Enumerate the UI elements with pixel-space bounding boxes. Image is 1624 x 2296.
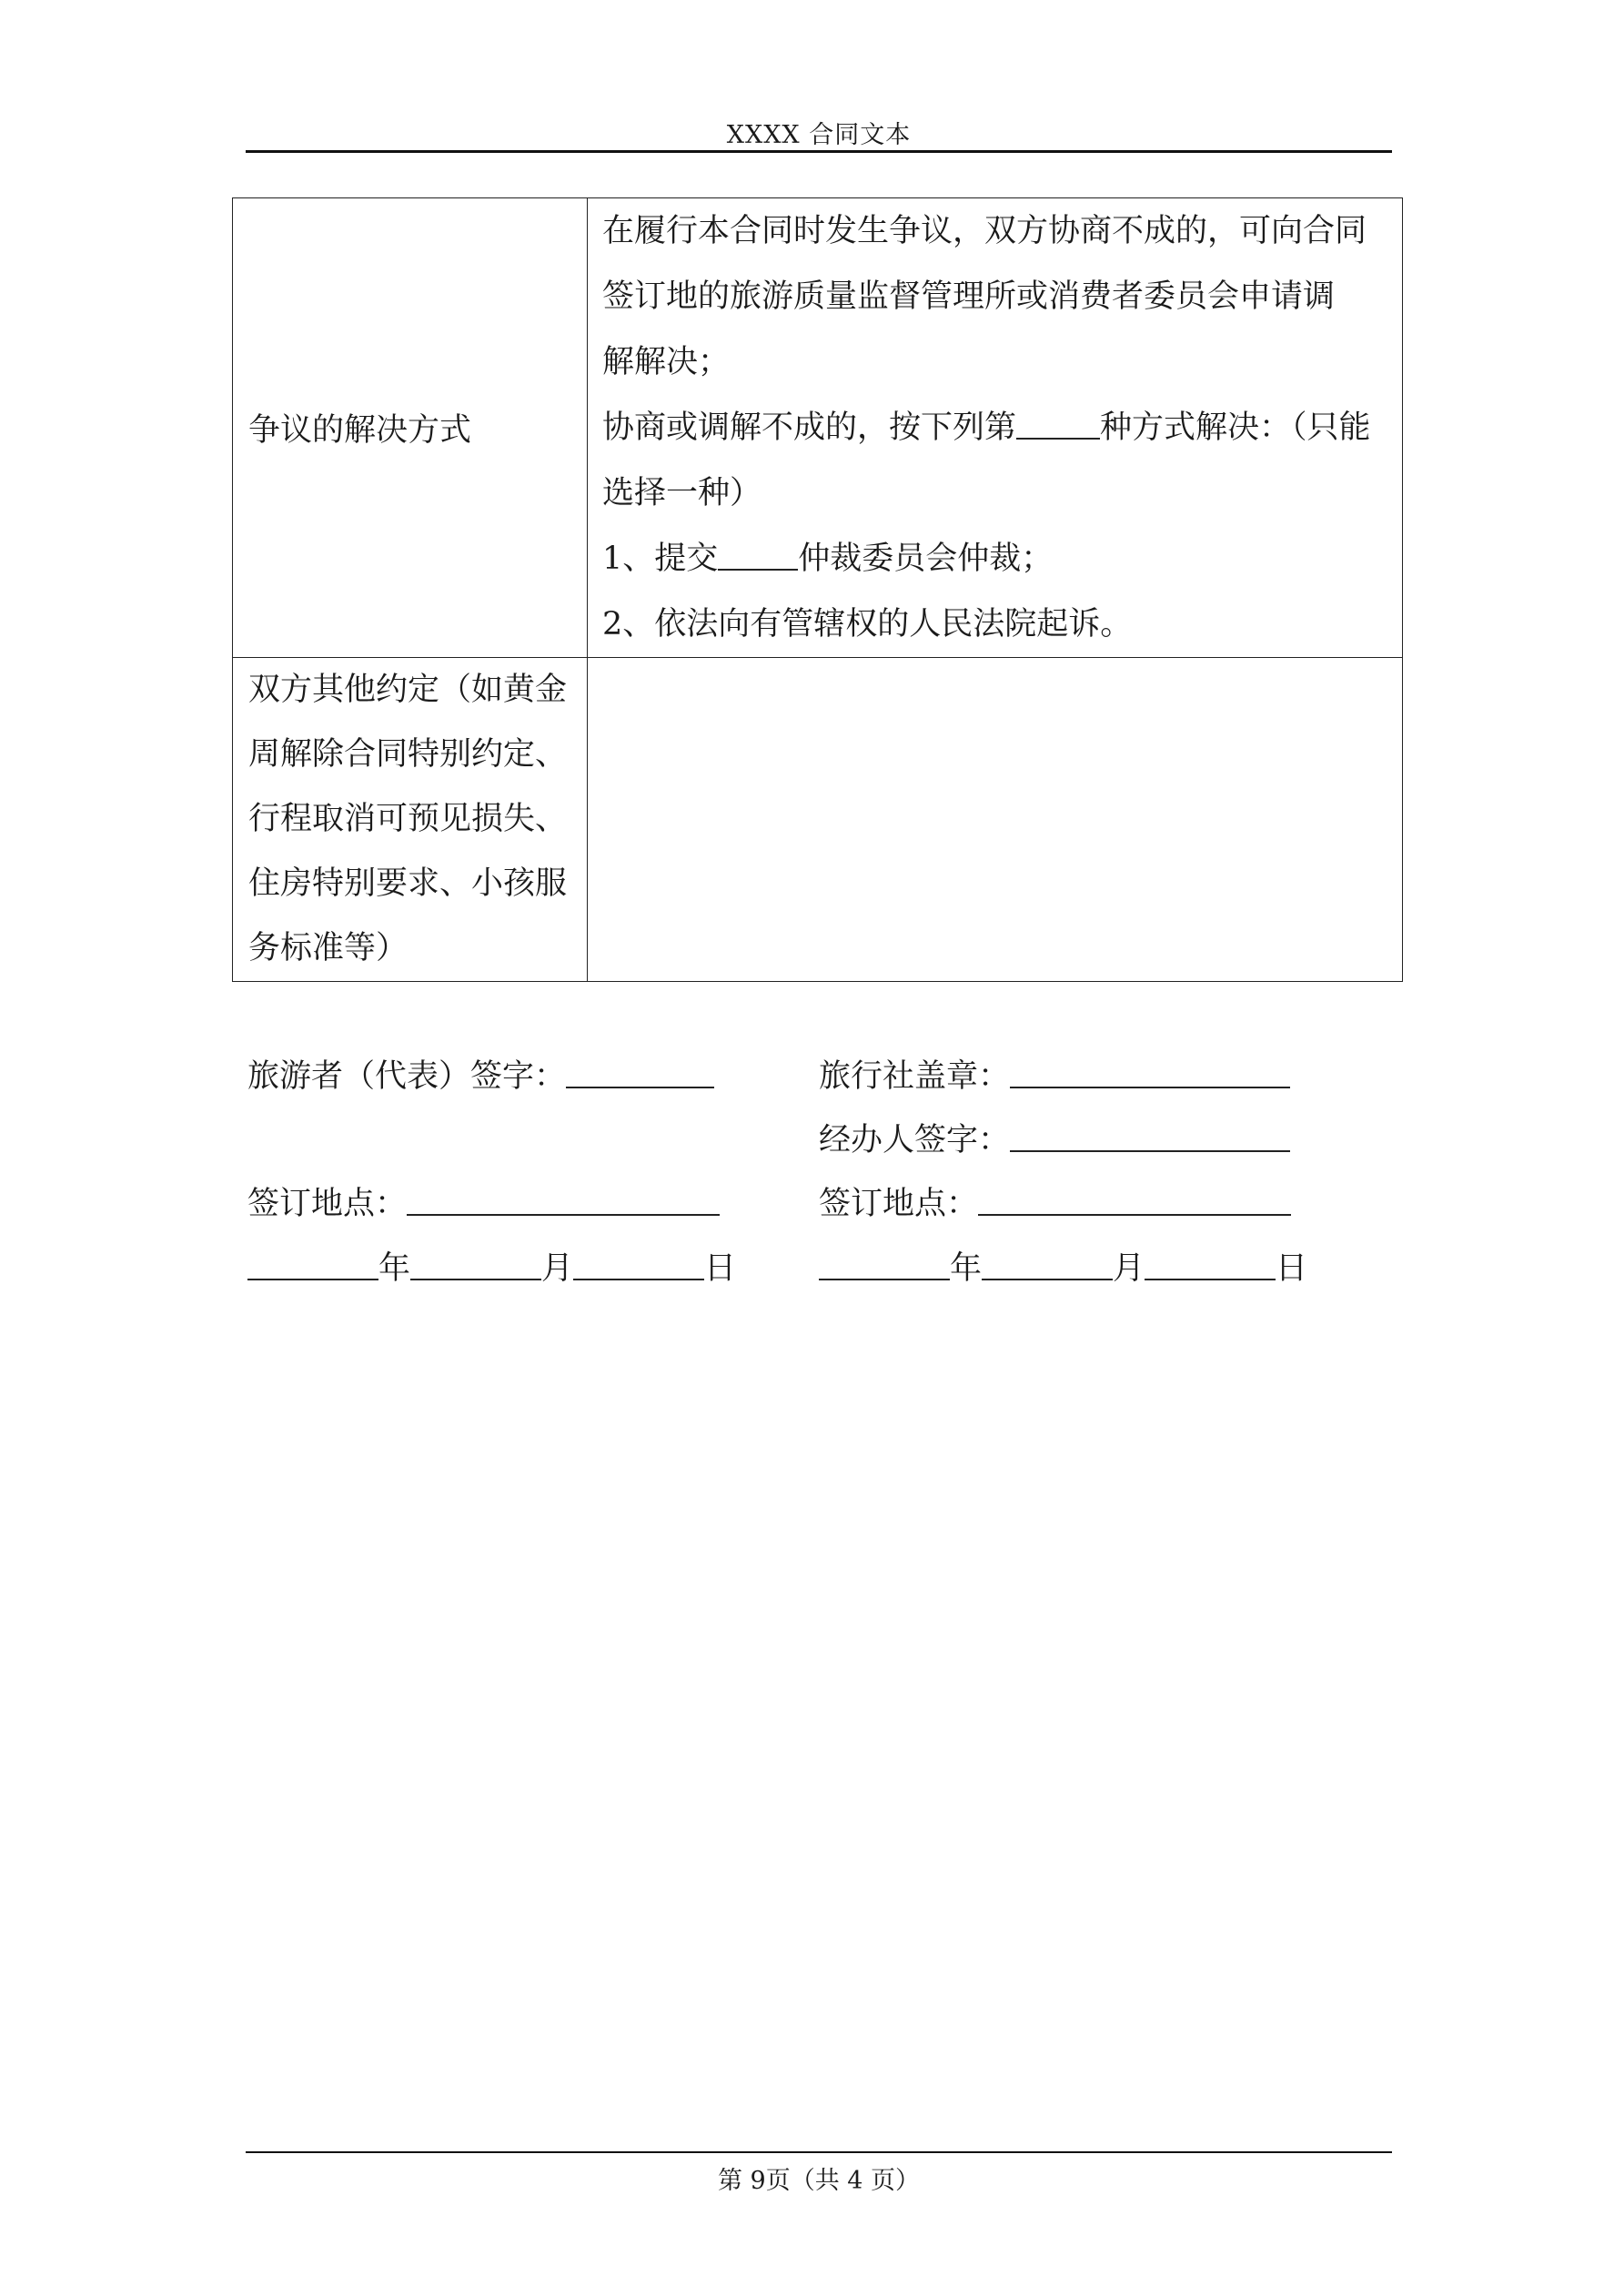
other-agreements-content-cell[interactable] <box>588 658 1403 982</box>
handler-signature <box>819 1115 1290 1160</box>
contract-table <box>232 197 1403 982</box>
dispute-label-cell <box>233 198 588 658</box>
place-left-blank[interactable] <box>407 1187 720 1216</box>
dispute-line-3: 解解决； <box>602 344 731 380</box>
agency-seal <box>819 1051 1290 1097</box>
signing-place-left <box>247 1178 720 1224</box>
day-right-blank[interactable] <box>1145 1251 1276 1280</box>
footer-rule <box>246 2151 1392 2153</box>
option-2-line: 2、依法向有管辖权的人民法院起诉。 <box>602 606 1133 642</box>
table-row-dispute <box>233 198 1403 658</box>
dispute-choice-line <box>602 395 1389 460</box>
dispute-choice-line-2: 选择一种） <box>602 475 762 511</box>
other-label-line-1: 双方其他约定（如黄金 <box>248 672 568 708</box>
day-left-label: 日 <box>704 1250 737 1287</box>
signing-place-right <box>819 1178 1291 1224</box>
month-left-label: 月 <box>541 1250 574 1287</box>
dispute-content-cell <box>588 198 1403 658</box>
choice-number-blank[interactable] <box>1016 410 1100 440</box>
arbitration-committee-blank[interactable] <box>718 541 798 571</box>
header-title: XXXX 合同文本 <box>726 121 912 149</box>
handler-sign-label: 经办人签字： <box>819 1122 1011 1158</box>
option-1-line <box>602 526 1389 592</box>
other-label-line-2: 周解除合同特别约定、 <box>248 736 568 773</box>
place-right-label: 签订地点： <box>819 1186 979 1222</box>
agency-seal-blank[interactable] <box>1010 1059 1290 1088</box>
page-number: 第 9页（共 4 页） <box>717 2167 921 2195</box>
header-rule <box>246 150 1392 153</box>
dispute-line-2: 签订地的旅游质量监督管理所或消费者委员会申请调 <box>602 278 1336 315</box>
month-right-label: 月 <box>1113 1250 1145 1287</box>
month-right-blank[interactable] <box>982 1251 1113 1280</box>
month-left-blank[interactable] <box>410 1251 541 1280</box>
table-row-other-agreements <box>233 658 1403 982</box>
tourist-sign-label: 旅游者（代表）签字： <box>247 1058 567 1095</box>
day-left-blank[interactable] <box>573 1251 704 1280</box>
handler-sign-blank[interactable] <box>1010 1123 1290 1152</box>
place-left-label: 签订地点： <box>247 1186 408 1222</box>
dispute-label: 争议的解决方式 <box>248 412 472 449</box>
tourist-sign-blank[interactable] <box>566 1059 714 1088</box>
other-label-line-3: 行程取消可预见损失、 <box>248 801 568 837</box>
other-agreements-label-cell <box>233 658 588 982</box>
other-label-line-4: 住房特别要求、小孩服 <box>248 865 568 902</box>
year-right-label: 年 <box>950 1250 983 1287</box>
year-left-blank[interactable] <box>247 1251 378 1280</box>
choice-suffix: 种方式解决：（只能 <box>1100 410 1371 446</box>
option-1-suffix: 仲裁委员会仲裁； <box>798 541 1054 577</box>
date-right <box>819 1243 1307 1289</box>
option-1-prefix: 1、提交 <box>602 541 719 577</box>
year-right-blank[interactable] <box>819 1251 950 1280</box>
agency-seal-label: 旅行社盖章： <box>819 1058 1011 1095</box>
tourist-signature <box>247 1051 714 1097</box>
place-right-blank[interactable] <box>978 1187 1291 1216</box>
other-label-line-5: 务标准等） <box>248 930 409 966</box>
day-right-label: 日 <box>1276 1250 1308 1287</box>
date-left <box>247 1243 736 1289</box>
choice-prefix: 协商或调解不成的，按下列第 <box>602 410 1017 446</box>
dispute-line-1: 在履行本合同时发生争议，双方协商不成的，可向合同 <box>602 213 1367 249</box>
year-left-label: 年 <box>378 1250 411 1287</box>
